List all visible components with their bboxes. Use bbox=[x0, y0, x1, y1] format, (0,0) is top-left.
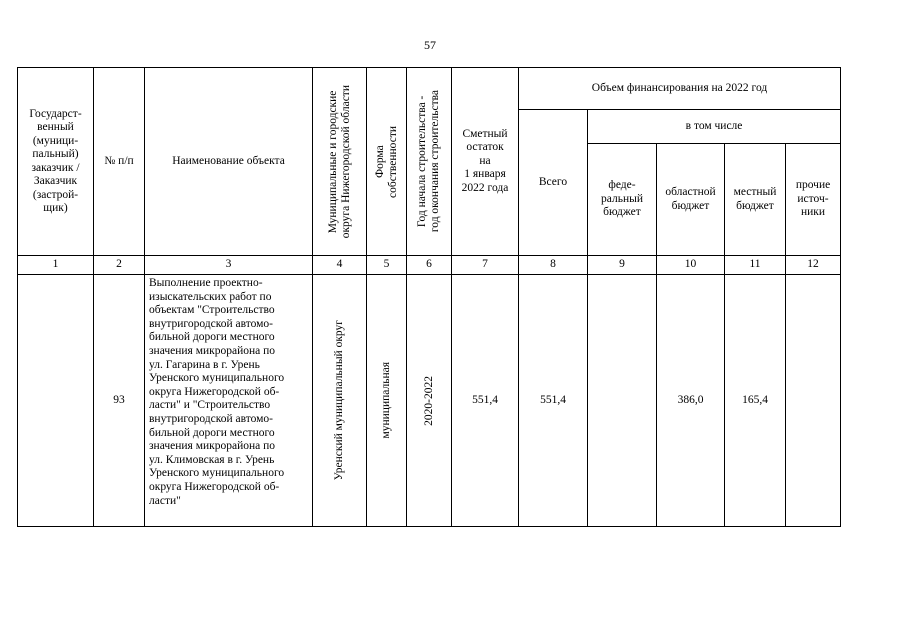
row-number: 93 bbox=[94, 275, 145, 527]
header-customer: Государст- венный (муници- пальный) заказчик / Заказчик (застрой- щик) bbox=[18, 68, 94, 256]
column-number: 7 bbox=[452, 256, 519, 275]
table-row bbox=[18, 275, 841, 527]
column-number: 11 bbox=[725, 256, 786, 275]
row-object-name: Выполнение проектно- изыскательских работ по объектам "Строительство внутригородской автомо- бильной дороги местного значения микрорайона по ул. Гагарина в г. Урень Уренского муниципального округа Нижегородской об- ласти" и "Строительство внутригородской автомо- бильной дороги местного значения микрорайона по ул. Климовская в г. Урень Уренского муниципального округа Нижегородской об- ласти" bbox=[145, 275, 313, 527]
header-federal: феде- ральный бюджет bbox=[588, 144, 657, 256]
row-total: 551,4 bbox=[519, 275, 588, 527]
row-years bbox=[407, 275, 452, 527]
header-number: № п/п bbox=[94, 68, 145, 256]
row-other bbox=[786, 275, 841, 527]
row-ownership-text: муниципальная bbox=[380, 362, 392, 439]
header-regional: областной бюджет bbox=[657, 144, 725, 256]
column-number-row bbox=[18, 256, 841, 275]
page-number: 57 bbox=[424, 38, 436, 52]
header-estimate: Сметный остаток на 1 января 2022 года bbox=[452, 68, 519, 256]
column-number: 12 bbox=[786, 256, 841, 275]
row-customer bbox=[18, 275, 94, 527]
header-including: в том числе bbox=[588, 110, 841, 144]
column-number: 10 bbox=[657, 256, 725, 275]
header-ownership-text: Форма собственности bbox=[373, 125, 399, 198]
column-number: 5 bbox=[367, 256, 407, 275]
header-other: прочие источ- ники bbox=[786, 144, 841, 256]
row-local: 165,4 bbox=[725, 275, 786, 527]
row-district bbox=[313, 275, 367, 527]
header-ownership bbox=[367, 68, 407, 256]
header-local: местный бюджет bbox=[725, 144, 786, 256]
row-regional: 386,0 bbox=[657, 275, 725, 527]
header-object-name: Наименование объекта bbox=[145, 68, 313, 256]
row-estimate: 551,4 bbox=[452, 275, 519, 527]
column-number: 9 bbox=[588, 256, 657, 275]
row-years-text: 2020-2022 bbox=[422, 375, 435, 426]
row-ownership bbox=[367, 275, 407, 527]
header-total: Всего bbox=[519, 110, 588, 256]
financing-table bbox=[17, 67, 841, 527]
column-number: 1 bbox=[18, 256, 94, 275]
header-district bbox=[313, 68, 367, 256]
column-number: 4 bbox=[313, 256, 367, 275]
column-number: 3 bbox=[145, 256, 313, 275]
column-number: 6 bbox=[407, 256, 452, 275]
header-years bbox=[407, 68, 452, 256]
column-number: 2 bbox=[94, 256, 145, 275]
header-financing: Объем финансирования на 2022 год bbox=[519, 68, 841, 110]
row-district-text: Уренский муниципальный округ bbox=[333, 320, 345, 481]
header-years-text: Год начала строительства - год окончания строительства bbox=[416, 90, 441, 233]
header-district-text: Муниципальные и городские округа Нижегородской области bbox=[326, 84, 352, 239]
column-number: 8 bbox=[519, 256, 588, 275]
row-federal bbox=[588, 275, 657, 527]
